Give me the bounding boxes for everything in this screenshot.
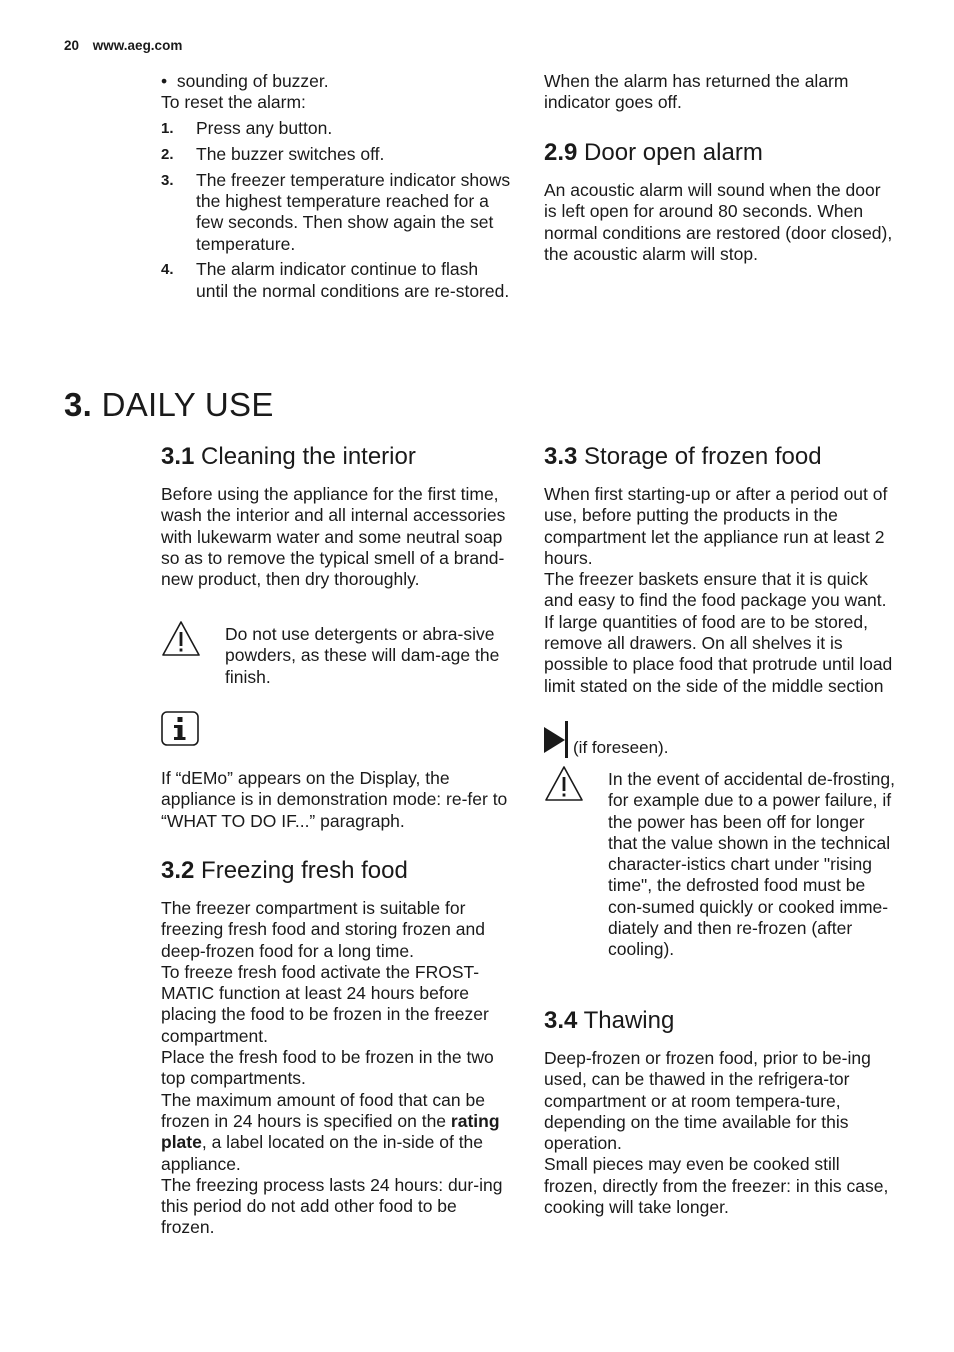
site-url: www.aeg.com — [92, 38, 183, 53]
door-alarm-body: An acoustic alarm will sound when the door is left open for around 80 seconds. When normal conditions are restored (door closed), the acoustic alarm will stop. — [544, 180, 893, 264]
demo-info-text: If “dEMo” appears on the Display, the appliance is in demonstration mode: re-fer to “WHAT TO DO IF...” paragraph. — [161, 768, 508, 831]
section-heading-3-2: 3.2 Freezing fresh food — [161, 857, 408, 884]
cleaning-body: Before using the appliance for the first time, wash the interior and all internal accessories with lukewarm water and some neutral soap so as to remove the typical smell of a brand-new product, then dry thoroughly. — [161, 484, 506, 590]
info-icon — [161, 711, 199, 746]
info-icon-box — [161, 711, 199, 751]
load-limit-icon — [544, 721, 569, 758]
list-item: 2. The buzzer switches off. — [161, 143, 385, 164]
chapter-title: 3. DAILY USE — [64, 386, 274, 423]
cleaning-warning: Do not use detergents or abra-sive powders, as these will dam-age the finish. — [161, 624, 506, 688]
list-item: 3. The freezer temperature indicator shows the highest temperature reached for a few seconds. Then show again the set temperature. — [161, 169, 511, 254]
section-heading-3-4: 3.4 Thawing — [544, 1007, 675, 1034]
warning-triangle-icon — [544, 765, 584, 803]
section-heading-3-3: 3.3 Storage of frozen food — [544, 443, 822, 470]
bullet-item: • sounding of buzzer. — [161, 71, 329, 91]
warning-triangle-icon — [161, 620, 201, 658]
alarm-off-text: When the alarm has returned the alarm indicator goes off. — [544, 71, 849, 113]
alarm-off-block — [544, 71, 894, 114]
page-header — [64, 38, 182, 53]
page-number: 20 — [64, 38, 80, 53]
list-item: 4. The alarm indicator continue to flash until the normal conditions are re-stored. — [161, 259, 510, 301]
rating-plate-term: rating plate — [161, 1110, 500, 1153]
thawing-body: Deep-frozen or frozen food, prior to be-ing used, can be thawed in the refrigera-tor compartment or at room tempera-ture, depending on the time available for this operation. Small pieces may even be cooked still frozen, directly from the freezer: in this case, cooking will take longer. — [544, 1048, 889, 1218]
reset-intro: To reset the alarm: — [161, 92, 306, 113]
defrost-warning: In the event of accidental de-frosting, for example due to a power failure, if the power has been off for longer that the value shown in the technical character-istics chart under "rising time", the defrosted food must be con-sumed quickly or cooked imme-diately and then re-frozen (after cooling). — [544, 769, 896, 961]
alarm-reset-block — [161, 71, 511, 302]
section-heading-2-9: 2.9 Door open alarm — [544, 139, 763, 166]
section-heading-3-1: 3.1 Cleaning the interior — [161, 443, 416, 470]
storage-body: When first starting-up or after a period out of use, before putting the products in the compartment let the appliance run at least 2 hours. The freezer baskets ensure that it is quick and easy to find the food package you want. If large quantities of food are to be stored, remove all drawers. On all shelves it is possible to place food that protrude until load limit stated on the side of the middle section — [544, 484, 893, 696]
reset-steps — [161, 118, 511, 302]
freezing-body: The freezer compartment is suitable for freezing fresh food and storing frozen and deep-frozen food for a long time. To freeze fresh food activate the FROST-MATIC function at least 24 hours before placing the food to be frozen in the freezer compartment. Place the fresh food to be frozen in the two top compartments. The maximum amount of food that can be frozen in 24 hours is specified on the rating plate, a label located on the in-side of the appliance. The freezing process lasts 24 hours: dur-ing this period do not add other food to be frozen. — [161, 898, 503, 1238]
load-limit-row: (if foreseen). — [544, 721, 894, 758]
list-item: 1. Press any button. — [161, 118, 333, 139]
